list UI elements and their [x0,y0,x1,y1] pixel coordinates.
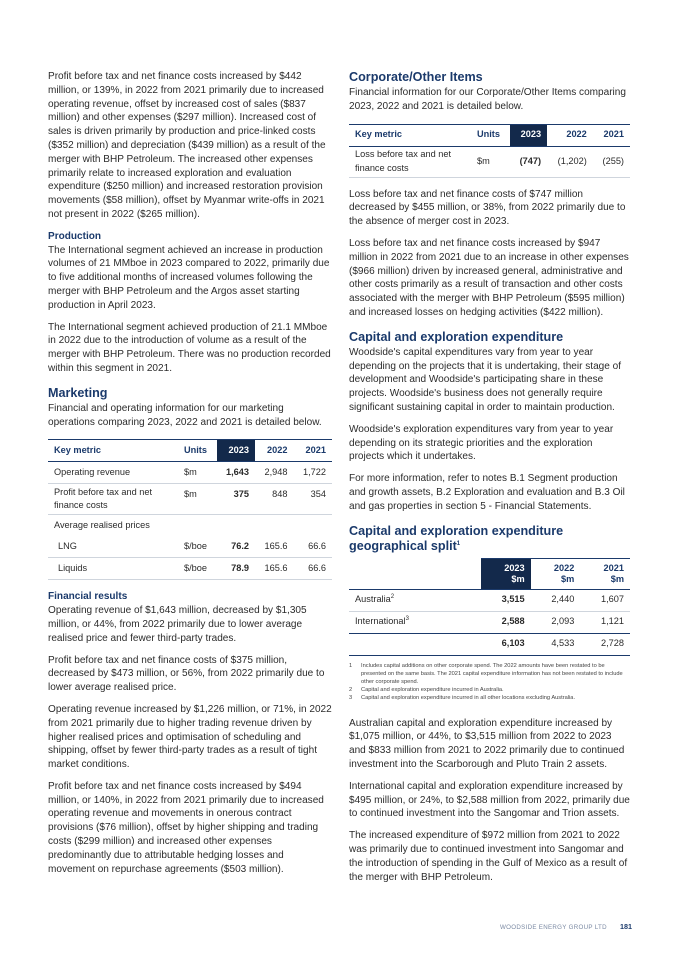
row-units [178,515,217,537]
footnote-number: 3 [349,695,353,702]
footnote-number: 2 [349,687,353,694]
page-number: 181 [620,922,632,931]
row-2023: 2,588 [501,616,525,627]
footnotes [349,662,630,703]
row-footnote: 3 [405,616,409,623]
financial-paragraph-2: Profit before tax and net finance costs of $375 million, decreased by $473 million, or 56%, from 2022 primarily due to lower average realised price. [48,654,325,694]
row-2021: 354 [294,484,333,515]
col-2021-year: 2021 [603,562,624,573]
total-2022: 4,533 [531,633,581,655]
geo-heading [349,524,630,554]
total-2021: 2,728 [580,633,630,655]
marketing-table [48,439,332,580]
corporate-heading: Corporate/Other Items [349,70,483,84]
footnote-text: Capital and exploration expenditure incurred in all other locations excluding Australia. [361,695,576,702]
col-2023: 2023 [510,124,547,146]
row-metric: Operating revenue [48,462,178,484]
production-paragraph-2: The International segment achieved production of 21.1 MMboe in 2022 due to the introduction of volume as a result of the merger with BHP Petroleum. There was no production recorded within this segment in 2021. [48,321,331,374]
capex-paragraph-1: Woodside's capital expenditures vary from year to year depending on the projects that it is undertaking, their stage of development and Woodside's participating share in these projects. Woodside's business does not generally require significant sustaining capital in order to maintain production. [349,346,622,413]
table-row [48,558,332,580]
row-metric: Profit before tax and net finance costs [48,484,178,515]
corporate-paragraph-2: Loss before tax and net finance costs increased by $947 million in 2022 from 2021 due to an increase in other expenses ($966 million) driven by increased general, administrative and other costs primarily as a result of transaction and other costs associated with the merger with BHP Petroleum ($595 million) and increased losses on hedging activities ($422 million). [349,237,629,318]
col-2022: 2022 [547,124,593,146]
row-2023: 76.2 [217,536,256,558]
footnote-text: Includes capital additions on other corporate spend. The 2022 amounts have been restated to be presented on the same basis. The 2021 capital expenditure information has not been restated to include other corporate spend. [361,662,623,685]
row-2021: (255) [593,146,630,177]
geo-heading-text: Capital and exploration expenditure geographical split [349,523,564,553]
footnote [349,686,630,694]
table-row [349,146,630,177]
left-column [48,70,332,884]
total-row [349,633,630,655]
row-2022: 2,093 [551,616,575,627]
total-2023: 6,103 [481,633,531,655]
row-2021: 1,121 [601,616,624,627]
col-2023: 2023 [217,440,256,462]
col-2022: 2022 [255,440,294,462]
row-units: $m [178,462,217,484]
geo-heading-footnote: 1 [456,540,461,547]
marketing-intro: Financial and operating information for our marketing operations comparing 2023, 2022 and 2021 is detailed below. [48,402,322,428]
col-units: Units [178,440,217,462]
col-blank [349,558,481,589]
col-2023-year: 2023 [504,562,525,573]
table-row [349,589,630,611]
table-row [48,536,332,558]
row-2021 [294,515,333,537]
col-2021: 2021 [294,440,333,462]
col-2021: 2021 [593,124,630,146]
footnote [349,694,630,702]
row-2023 [217,515,256,537]
row-2021: 1,722 [294,462,333,484]
row-2022: 848 [255,484,294,515]
intro-paragraph: Profit before tax and net finance costs increased by $442 million, or 139%, in 2022 from 2021 primarily due to increased operating revenue, offset by increased cost of sales ($837 million) and other expenses ($297 million). Increased cost of sales is driven primarily by production and price-linked costs ($352 million) and depreciation ($439 million) as a result of the merger with BHP Petroleum. The increased other expenses primarily relate to increased exploration and evaluation expenditure ($250 million) and increased restoration provision movements ($58 million), offset by Myanmar write-offs in 2021 not present in 2022 ($265 million). [48,71,326,220]
col-2023 [481,558,531,589]
col-key-metric: Key metric [48,440,178,462]
financial-paragraph-3: Operating revenue increased by $1,226 million, or 71%, in 2022 from 2021 primarily due to higher trading revenue driven by higher realised prices and optimisation of scheduling and shipping, offset by fewer third-party trades as a result of tight market conditions. [48,703,332,771]
col-2022-unit: $m [561,573,575,584]
row-2022: 165.6 [255,558,294,580]
row-label-text: Australia [355,594,391,605]
row-label-text: International [355,616,406,627]
col-2022-year: 2022 [553,562,575,573]
row-2022: 2,440 [531,589,581,611]
row-2023: 375 [217,484,256,515]
table-row [349,611,630,633]
table-row [48,462,332,484]
row-2023: (747) [510,146,547,177]
col-units: Units [471,124,510,146]
capex-paragraph-2: Woodside's exploration expenditures vary from year to year depending on its strategic priorities and the exploration projects which it undertakes. [349,423,614,463]
row-2023: 1,643 [217,462,256,484]
footnote [349,662,630,687]
corporate-table [349,124,630,178]
col-2021-unit: $m [610,573,624,584]
row-2021: 66.6 [294,536,333,558]
corporate-paragraph-1: Loss before tax and net finance costs of $747 million decreased by $455 million, or 38%, from 2022 primarily due to the absence of merger cost in 2023. [349,188,626,228]
row-units: $m [471,146,510,177]
row-label [349,611,481,633]
row-2021: 66.6 [294,558,333,580]
row-metric: Loss before tax and net finance costs [349,146,471,177]
row-2022: 165.6 [255,536,294,558]
right-column [349,70,630,892]
row-label [349,589,481,611]
geo-split-table [349,558,630,656]
geo-paragraph-2: International capital and exploration expenditure increased by $495 million, or 24%, to $2,588 million from 2022, primarily due to continued investment into the Sangomar and Trion assets. [349,780,630,820]
row-metric: Liquids [48,558,178,580]
col-2022 [531,558,581,589]
geo-paragraph-3: The increased expenditure of $972 million from 2021 to 2022 was primarily due to continued investment into Sangomar and the introduction of spending in the Gulf of Mexico as a result of the merger with BHP Petroleum. [349,830,628,883]
row-metric: LNG [48,536,178,558]
row-2021: 1,607 [580,589,630,611]
row-2023: 78.9 [217,558,256,580]
table-row [48,515,332,537]
col-2021 [580,558,630,589]
row-2022: (1,202) [547,146,593,177]
total-label [349,633,481,655]
row-footnote: 2 [390,594,395,601]
geo-paragraph-1: Australian capital and exploration expenditure increased by $1,075 million, or 44%, to $3,515 million from 2022 to 2023 and $833 million from 2021 to 2022 primarily due to continued investment into the Scarborough and Pluto Train 2 assets. [349,717,625,770]
capex-heading: Capital and exploration expenditure [349,329,564,344]
footer-company: WOODSIDE ENERGY GROUP LTD [500,924,607,931]
production-paragraph-1: The International segment achieved an increase in production volumes of 21 MMboe in 2023 compared to 2022, primarily due to five additional months of increased volumes following the merger with BHP Petroleum and the Argos asset starting production in April 2023. [48,244,330,311]
col-2023-unit: $m [511,573,525,584]
capex-paragraph-3: For more information, refer to notes B.1 Segment production and growth assets, B.2 Exploration and evaluation and B.3 Oil and gas properties in section 5 - Financial Statements. [349,473,625,512]
financial-paragraph-4: Profit before tax and net finance costs increased by $494 million, or 140%, in 2022 from 2021 primarily due to increased operating revenue and movements in onerous contract provisions ($76 million), offset by higher shipping and trading costs ($299 million) and increased other expenses predominantly due to attributable hedging losses and movement on repurchase agreements ($503 million). [48,780,324,875]
row-2022: 2,948 [255,462,294,484]
footnote-number: 1 [349,662,353,669]
row-units: $m [178,484,217,515]
corporate-intro: Financial information for our Corporate/Other Items comparing 2023, 2022 and 2021 is detailed below. [349,87,626,112]
col-key-metric: Key metric [349,124,471,146]
row-metric: Average realised prices [54,519,150,530]
row-units: $/boe [178,558,217,580]
row-units: $/boe [178,536,217,558]
footnote-text: Capital and exploration expenditure incurred in Australia. [361,687,504,694]
financial-results-heading: Financial results [48,591,128,603]
financial-paragraph-1: Operating revenue of $1,643 million, decreased by $1,305 million, or 44%, from 2022 primarily due to lower average realised price and fewer third-party trades. [48,605,307,644]
row-2023: 3,515 [481,589,531,611]
production-heading: Production [48,230,102,242]
row-2022 [255,515,294,537]
marketing-heading: Marketing [48,385,108,400]
table-row [48,484,332,515]
